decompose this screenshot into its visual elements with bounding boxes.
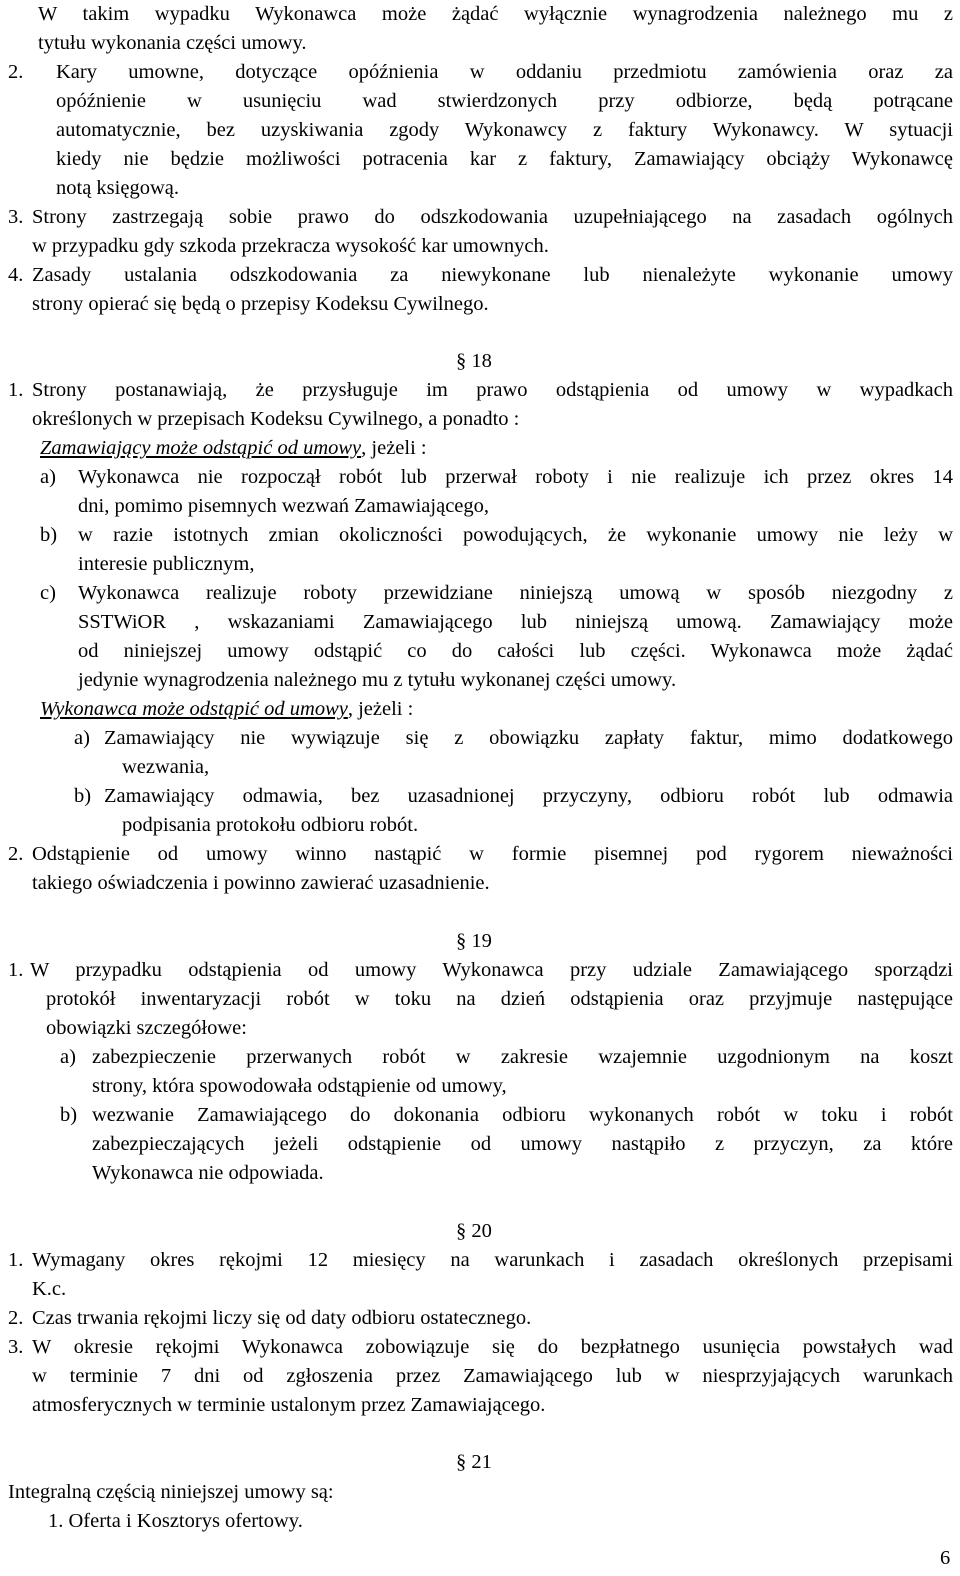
text-line: strony, która spowodowała odstąpienie od umowy, <box>92 1075 507 1097</box>
text-line: SSTWiOR , wskazaniami Zamawiającego lub niniejszą umową. Zamawiający może <box>78 611 953 633</box>
list-letter: c) <box>40 582 56 604</box>
text-line: W takim wypadku Wykonawca może żądać wyłącznie wynagrodzenia należnego mu z <box>38 3 953 25</box>
list-letter: a) <box>40 466 56 488</box>
list-number: 2. <box>8 61 24 83</box>
text-line: Zasady ustalania odszkodowania za niewykonane lub nienależyte wykonanie umowy <box>32 264 953 286</box>
list-number: 2. <box>8 1307 24 1329</box>
text-line: protokół inwentaryzacji robót w toku na dzień odstąpienia oraz przyjmuje następujące <box>46 988 953 1010</box>
text-line: określonych w przepisach Kodeksu Cywilnego, a ponadto : <box>32 408 520 430</box>
underlined-heading: Zamawiający może odstąpić od umowy <box>40 437 362 459</box>
text-line: Strony postanawiają, że przysługuje im prawo odstąpienia od umowy w wypadkach <box>32 379 953 401</box>
section-heading: § 18 <box>456 350 492 372</box>
text-line: wezwania, <box>122 756 210 778</box>
list-letter: b) <box>60 1104 78 1126</box>
text-line: Strony zastrzegają sobie prawo do odszkodowania uzupełniającego na zasadach ogólnych <box>32 206 953 228</box>
text-line: Zamawiający odmawia, bez uzasadnionej przyczyny, odbioru robót lub odmawia <box>104 785 953 807</box>
subheading-line <box>40 434 427 463</box>
text-line: od niniejszej umowy odstąpić co do całości lub części. Wykonawca może żądać <box>78 640 953 662</box>
text-line: K.c. <box>32 1278 67 1300</box>
text-line: strony opierać się będą o przepisy Kodeksu Cywilnego. <box>32 293 489 315</box>
list-letter: b) <box>40 524 58 546</box>
text-line: wezwanie Zamawiającego do dokonania odbioru wykonanych robót w toku i robót <box>92 1104 953 1126</box>
text-line: interesie publicznym, <box>78 553 255 575</box>
list-letter: b) <box>74 785 92 807</box>
list-number: 2. <box>8 843 24 865</box>
underlined-heading: Wykonawca może odstąpić od umowy <box>40 698 348 720</box>
list-letter: a) <box>60 1046 76 1068</box>
text-line: Wymagany okres rękojmi 12 miesięcy na warunkach i zasadach określonych przepisami <box>32 1249 953 1271</box>
text-line: W przypadku odstąpienia od umowy Wykonawca przy udziale Zamawiającego sporządzi <box>30 959 953 981</box>
text-line: Wykonawca nie rozpoczął robót lub przerwał roboty i nie realizuje ich przez okres 14 <box>78 466 953 488</box>
list-number: 3. <box>8 1336 24 1358</box>
text-line: w razie istotnych zmian okoliczności powodujących, że wykonanie umowy nie leży w <box>78 524 953 546</box>
list-number: 4. <box>8 264 24 286</box>
text-line: Wykonawca realizuje roboty przewidziane niniejszą umową w sposób niezgodny z <box>78 582 953 604</box>
list-number: 3. <box>8 206 24 228</box>
text-line: takiego oświadczenia i powinno zawierać uzasadnienie. <box>32 872 490 894</box>
text-fragment: , jeżeli : <box>361 437 427 459</box>
list-number: 1. <box>8 1249 24 1271</box>
subheading-line <box>40 695 413 724</box>
text-line: Wykonawca nie odpowiada. <box>92 1162 324 1184</box>
text-line: dni, pomimo pisemnych wezwań Zamawiającego, <box>78 495 490 517</box>
text-line: Kary umowne, dotyczące opóźnienia w oddaniu przedmiotu zamówienia oraz za <box>56 61 953 83</box>
section-heading: § 20 <box>456 1220 492 1242</box>
text-line: w terminie 7 dni od zgłoszenia przez Zamawiającego lub w niesprzyjających warunkach <box>32 1365 953 1387</box>
text-fragment: , jeżeli : <box>347 698 414 720</box>
list-item: 1. Oferta i Kosztorys ofertowy. <box>48 1510 303 1532</box>
text-line: Czas trwania rękojmi liczy się od daty odbioru ostatecznego. <box>32 1307 532 1329</box>
text-line: jedynie wynagrodzenia należnego mu z tytułu wykonanej części umowy. <box>78 669 677 691</box>
text-line: automatycznie, bez uzyskiwania zgody Wykonawcy z faktury Wykonawcy. W sytuacji <box>56 119 953 141</box>
text-line: zabezpieczenie przerwanych robót w zakresie wzajemnie uzgodnionym na koszt <box>92 1046 953 1068</box>
section-heading: § 21 <box>456 1451 492 1473</box>
list-number: 1. <box>8 379 24 401</box>
text-line: Zamawiający nie wywiązuje się z obowiązku zapłaty faktur, mimo dodatkowego <box>104 727 953 749</box>
text-line: W okresie rękojmi Wykonawca zobowiązuje się do bezpłatnego usunięcia powstałych wad <box>32 1336 953 1358</box>
text-line: zabezpieczających jeżeli odstąpienie od umowy nastąpiło z przyczyn, za które <box>92 1133 953 1155</box>
section-heading: § 19 <box>456 930 492 952</box>
text-line: w przypadku gdy szkoda przekracza wysokość kar umownych. <box>32 235 549 257</box>
text-line: opóźnienie w usunięciu wad stwierdzonych przy odbiorze, będą potrącane <box>56 90 953 112</box>
text-line: Odstąpienie od umowy winno nastąpić w formie pisemnej pod rygorem nieważności <box>32 843 953 865</box>
text-line: obowiązki szczegółowe: <box>46 1017 247 1039</box>
text-line: tytułu wykonania części umowy. <box>38 32 307 54</box>
list-letter: a) <box>74 727 90 749</box>
text-line: kiedy nie będzie możliwości potracenia kar z faktury, Zamawiający obciąży Wykonawcę <box>56 148 953 170</box>
list-number: 1. <box>8 959 24 981</box>
text-line: atmosferycznych w terminie ustalonym przez Zamawiającego. <box>32 1394 546 1416</box>
text-line: Integralną częścią niniejszej umowy są: <box>8 1481 334 1503</box>
page-number: 6 <box>940 1547 951 1569</box>
text-line: notą księgową. <box>56 177 179 199</box>
text-line: podpisania protokołu odbioru robót. <box>122 814 419 836</box>
